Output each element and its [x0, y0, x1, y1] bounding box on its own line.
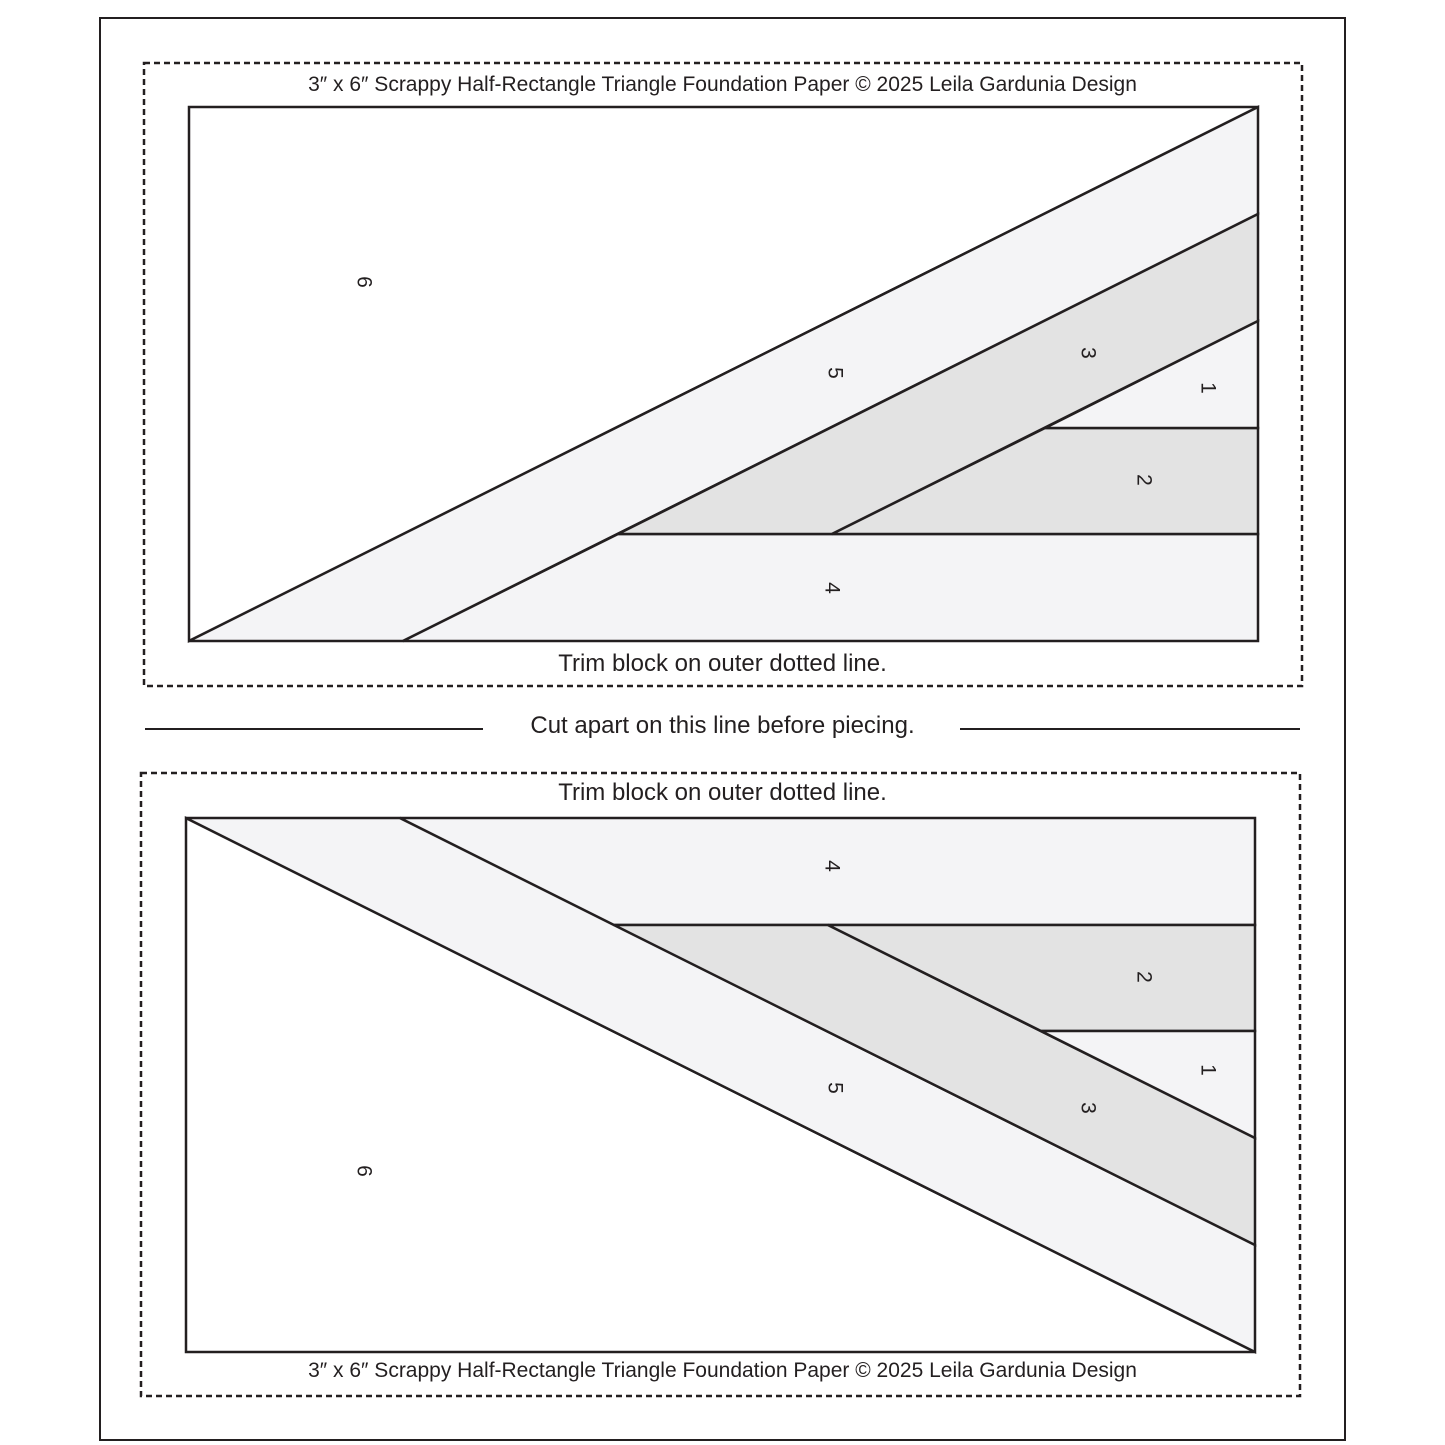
bottom-trim-instruction: Trim block on outer dotted line. — [558, 779, 887, 806]
bottom-label-5: 5 — [823, 1082, 847, 1094]
bottom-block — [141, 773, 1300, 1396]
top-block — [144, 63, 1302, 686]
bottom-label-6: 6 — [352, 1165, 376, 1177]
top-label-4: 4 — [820, 582, 844, 594]
top-trim-instruction: Trim block on outer dotted line. — [558, 650, 887, 677]
top-label-1: 1 — [1196, 382, 1220, 394]
top-label-3: 3 — [1076, 347, 1100, 359]
top-label-2: 2 — [1132, 474, 1156, 486]
bottom-title: 3″ x 6″ Scrappy Half-Rectangle Triangle Foundation Paper © 2025 Leila Gardunia Design — [308, 1359, 1137, 1382]
top-title: 3″ x 6″ Scrappy Half-Rectangle Triangle Foundation Paper © 2025 Leila Gardunia Design — [308, 73, 1137, 96]
bottom-label-2: 2 — [1132, 971, 1156, 983]
bottom-label-3: 3 — [1076, 1102, 1100, 1114]
cut-instruction: Cut apart on this line before piecing. — [520, 712, 924, 740]
top-label-6: 6 — [352, 276, 376, 288]
cut-instruction-row — [0, 712, 1445, 740]
bottom-label-1: 1 — [1196, 1064, 1220, 1076]
bottom-label-4: 4 — [820, 860, 844, 872]
top-label-5: 5 — [823, 367, 847, 379]
